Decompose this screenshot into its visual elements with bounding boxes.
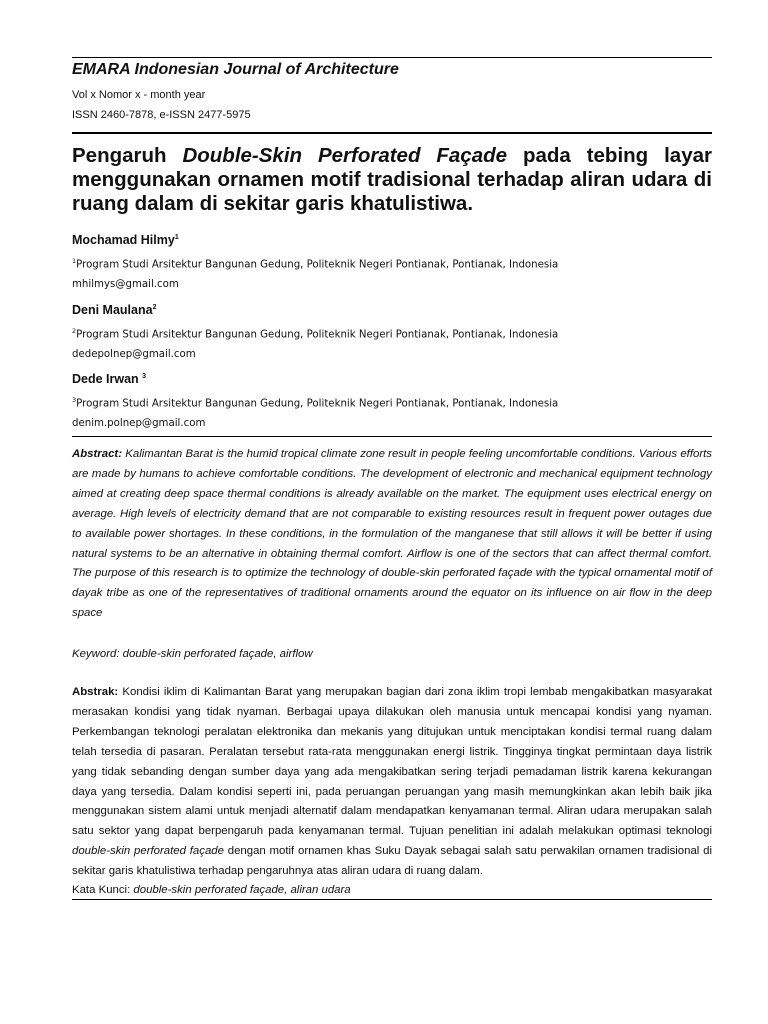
header-rule <box>72 132 712 134</box>
author-name <box>72 372 558 390</box>
author-name-text: Dede Irwan <box>72 372 143 386</box>
affiliation-text: Program Studi Arsitektur Bangunan Gedung, Politeknik Negeri Pontianak, Pontianak, Indonesia <box>76 259 559 271</box>
kata-kunci-text: double-skin perforated façade, aliran udara <box>133 884 351 896</box>
affiliation-text: Program Studi Arsitektur Bangunan Gedung, Politeknik Negeri Pontianak, Pontianak, Indonesia <box>76 329 559 341</box>
abstrak-text-italic: double-skin perforated façade <box>72 845 224 858</box>
author-superscript: 3 <box>142 372 147 380</box>
author-name <box>72 233 558 251</box>
bottom-rule <box>72 899 712 900</box>
author-email: mhilmys@gmail.com <box>72 279 179 291</box>
abstract-label: Abstract: <box>72 448 123 460</box>
author-superscript: 1 <box>174 233 179 241</box>
volume-line: Vol x Nomor x - month year <box>72 89 206 101</box>
abstract-indonesian <box>72 683 712 882</box>
keyword-english: Keyword: double-skin perforated façade, airflow <box>72 648 313 660</box>
title-text-end: pada tebing layar menggunakan ornamen motif tradisional terhadap aliran udara di ruang dalam di sekitar garis khatulistiwa. <box>72 144 712 215</box>
abstrak-text-start: Kondisi iklim di Kalimantan Barat yang merupakan bagian dari zona iklim tropi lembab mengakibatkan masyarakat merasakan kondisi yang tidak nyaman. Berbagai upaya dilakukan oleh manusia untuk mencapai kondisi yang nyaman. Perkembangan teknologi peralatan elektronika dan mekanis yang ditujukan untuk menciptakan kondisi termal ruang dalam telah tersedia di pasaran. Peralatan tersebut rata-rata menggunakan energi listrik. Tingginya tingkat permintaan daya listrik yang tidak sebanding dengan sumber daya yang ada mengakibatkan sering terjadi pemadaman listrik karena kekurangan daya yang tersedia. Dalam kondisi seperti ini, pada peruangan peruangan yang masih memungkinkan akan lebih baik jika menggunakan sistem alami untuk menjadi alternatif dalam mendapatkan kenyamanan termal. Aliran udara merupakan salah satu sektor yang dapat berpengaruh pada kenyamanan termal. Tujuan penelitian ini adalah melakukan optimasi teknologi <box>72 686 712 838</box>
author-block-3 <box>72 372 558 434</box>
author-name-text: Mochamad Hilmy <box>72 233 175 247</box>
title-text-italic: Double-Skin Perforated Façade <box>182 144 508 167</box>
abstract-text: Kalimantan Barat is the humid tropical climate zone result in people feeling uncomfortable conditions. Various efforts are made by humans to achieve comfortable conditions. The development of electronic and mechanical equipment technology aimed at creating deep space thermal conditions is already available on the market. The equipment uses electrical energy on average. High levels of electricity demand that are not comparable to existing resources result in frequent power outages due to available power shortages. In these conditions, in the formulation of the manganese that still allows it will be better if using natural systems to be an alternative in obtaining thermal comfort. Airflow is one of the sectors that can affect thermal comfort. The purpose of this research is to optimize the technology of double-skin perforated façade with the typical ornamental motif of dayak tribe as one of the representatives of traditional ornaments around the equator on its influence on air flow in the deep space <box>72 448 712 620</box>
affiliation-text: Program Studi Arsitektur Bangunan Gedung, Politeknik Negeri Pontianak, Pontianak, Indonesia <box>76 398 559 410</box>
title-text-start: Pengaruh <box>72 144 183 167</box>
issn-line: ISSN 2460-7878, e-ISSN 2477-5975 <box>72 109 251 121</box>
abstrak-text-end: dengan motif ornamen khas Suku Dayak sebagai salah satu perwakilan ornamen tradisional di sekitar garis khatulistiwa terhadap pengaruhnya atas aliran udara di ruang dalam. <box>72 845 712 878</box>
author-name <box>72 303 558 321</box>
abstract-english <box>72 445 712 624</box>
abstrak-label: Abstrak: <box>72 686 119 698</box>
authors-rule <box>72 436 712 437</box>
keyword-indonesian <box>72 882 351 898</box>
paper-page <box>72 0 712 1024</box>
author-superscript: 2 <box>152 303 157 311</box>
author-email: denim.polnep@gmail.com <box>72 418 206 430</box>
affiliation-superscript: 1 <box>72 257 77 265</box>
author-email: dedepolnep@gmail.com <box>72 349 196 361</box>
author-affiliation <box>72 390 558 414</box>
paper-title <box>72 144 712 216</box>
kata-kunci-label: Kata Kunci: <box>72 884 134 896</box>
author-affiliation <box>72 321 558 345</box>
author-block-1 <box>72 233 558 295</box>
affiliation-superscript: 3 <box>72 396 77 404</box>
author-affiliation <box>72 251 558 275</box>
journal-name: EMARA Indonesian Journal of Architecture <box>72 61 399 78</box>
author-block-2 <box>72 303 558 365</box>
top-rule <box>72 57 712 58</box>
affiliation-superscript: 2 <box>72 327 77 335</box>
author-name-text: Deni Maulana <box>72 303 153 317</box>
